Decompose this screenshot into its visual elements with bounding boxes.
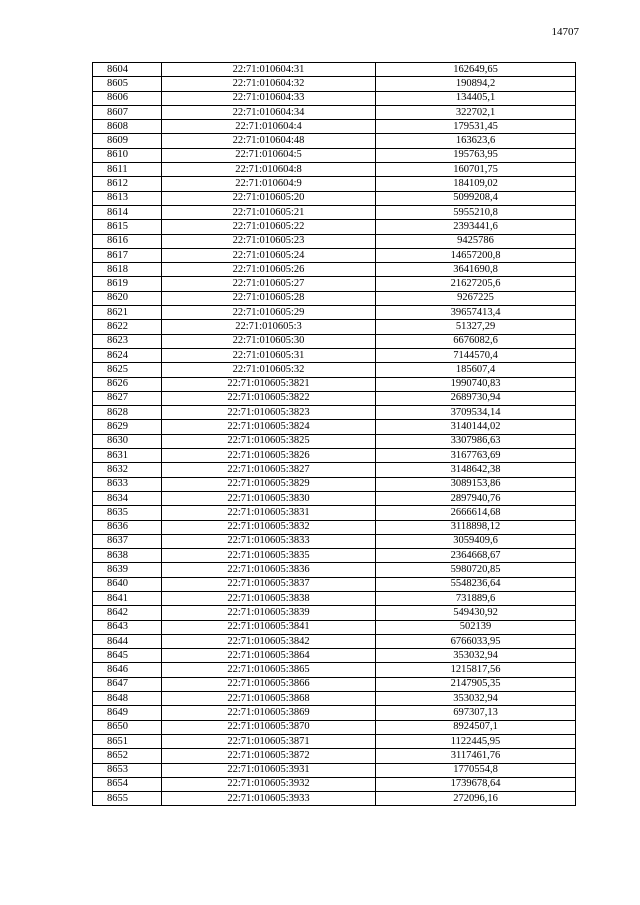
row-number-cell: 8630: [93, 434, 162, 448]
cadastral-number-cell: 22:71:010605:3822: [162, 391, 376, 405]
value-cell: 3148642,38: [376, 463, 576, 477]
cadastral-number-cell: 22:71:010605:21: [162, 205, 376, 219]
cadastral-number-cell: 22:71:010605:3871: [162, 734, 376, 748]
cadastral-number-cell: 22:71:010605:3839: [162, 606, 376, 620]
value-cell: 184109,02: [376, 177, 576, 191]
table-row: [93, 320, 576, 334]
cadastral-number-cell: 22:71:010605:3842: [162, 634, 376, 648]
value-cell: 353032,94: [376, 692, 576, 706]
row-number-cell: 8646: [93, 663, 162, 677]
table-row: [93, 120, 576, 134]
table-row: [93, 306, 576, 320]
value-cell: 9425786: [376, 234, 576, 248]
cadastral-number-cell: 22:71:010604:4: [162, 120, 376, 134]
table-row: [93, 363, 576, 377]
cadastral-number-cell: 22:71:010605:3835: [162, 549, 376, 563]
cadastral-number-cell: 22:71:010605:3826: [162, 449, 376, 463]
cadastral-number-cell: 22:71:010604:34: [162, 105, 376, 119]
value-cell: 1770554,8: [376, 763, 576, 777]
cadastral-number-cell: 22:71:010605:29: [162, 306, 376, 320]
cadastral-number-cell: 22:71:010605:3823: [162, 406, 376, 420]
value-cell: 190894,2: [376, 77, 576, 91]
row-number-cell: 8613: [93, 191, 162, 205]
cadastral-number-cell: 22:71:010604:33: [162, 91, 376, 105]
cadastral-number-cell: 22:71:010605:22: [162, 220, 376, 234]
cadastral-number-cell: 22:71:010605:3870: [162, 720, 376, 734]
row-number-cell: 8621: [93, 306, 162, 320]
row-number-cell: 8626: [93, 377, 162, 391]
cadastral-number-cell: 22:71:010605:27: [162, 277, 376, 291]
value-cell: 3118898,12: [376, 520, 576, 534]
value-cell: 5099208,4: [376, 191, 576, 205]
table-row: [93, 163, 576, 177]
table-row: [93, 334, 576, 348]
value-cell: 3140144,02: [376, 420, 576, 434]
table-row: [93, 205, 576, 219]
cadastral-number-cell: 22:71:010604:31: [162, 63, 376, 77]
row-number-cell: 8648: [93, 692, 162, 706]
row-number-cell: 8618: [93, 263, 162, 277]
row-number-cell: 8633: [93, 477, 162, 491]
table-row: [93, 591, 576, 605]
table-row: [93, 634, 576, 648]
value-cell: 2364668,67: [376, 549, 576, 563]
cadastral-number-cell: 22:71:010604:8: [162, 163, 376, 177]
value-cell: 160701,75: [376, 163, 576, 177]
table-row: [93, 506, 576, 520]
cadastral-number-cell: 22:71:010605:3932: [162, 777, 376, 791]
table-row: [93, 234, 576, 248]
value-cell: 2897940,76: [376, 491, 576, 505]
row-number-cell: 8609: [93, 134, 162, 148]
row-number-cell: 8650: [93, 720, 162, 734]
cadastral-number-cell: 22:71:010605:3933: [162, 792, 376, 806]
row-number-cell: 8617: [93, 248, 162, 262]
row-number-cell: 8627: [93, 391, 162, 405]
value-cell: 549430,92: [376, 606, 576, 620]
cadastral-number-cell: 22:71:010604:9: [162, 177, 376, 191]
table-row: [93, 792, 576, 806]
row-number-cell: 8653: [93, 763, 162, 777]
table-row: [93, 263, 576, 277]
table-row: [93, 577, 576, 591]
table-row: [93, 534, 576, 548]
value-cell: 5548236,64: [376, 577, 576, 591]
table-row: [93, 105, 576, 119]
row-number-cell: 8614: [93, 205, 162, 219]
value-cell: 1215817,56: [376, 663, 576, 677]
table-row: [93, 277, 576, 291]
value-cell: 3167763,69: [376, 449, 576, 463]
table-row: [93, 434, 576, 448]
cadastral-number-cell: 22:71:010605:3864: [162, 649, 376, 663]
value-cell: 179531,45: [376, 120, 576, 134]
row-number-cell: 8612: [93, 177, 162, 191]
cadastral-number-cell: 22:71:010605:3825: [162, 434, 376, 448]
cadastral-number-cell: 22:71:010605:3833: [162, 534, 376, 548]
row-number-cell: 8638: [93, 549, 162, 563]
row-number-cell: 8620: [93, 291, 162, 305]
table-row: [93, 520, 576, 534]
cadastral-number-cell: 22:71:010604:48: [162, 134, 376, 148]
row-number-cell: 8610: [93, 148, 162, 162]
table-row: [93, 734, 576, 748]
cadastral-number-cell: 22:71:010605:3821: [162, 377, 376, 391]
cadastral-number-cell: 22:71:010605:30: [162, 334, 376, 348]
row-number-cell: 8635: [93, 506, 162, 520]
value-cell: 195763,95: [376, 148, 576, 162]
value-cell: 3089153,86: [376, 477, 576, 491]
table-row: [93, 563, 576, 577]
value-cell: 697307,13: [376, 706, 576, 720]
value-cell: 14657200,8: [376, 248, 576, 262]
cadastral-number-cell: 22:71:010605:3830: [162, 491, 376, 505]
row-number-cell: 8622: [93, 320, 162, 334]
cadastral-number-cell: 22:71:010605:31: [162, 348, 376, 362]
row-number-cell: 8641: [93, 591, 162, 605]
row-number-cell: 8649: [93, 706, 162, 720]
cadastral-number-cell: 22:71:010605:23: [162, 234, 376, 248]
table-row: [93, 177, 576, 191]
cadastral-number-cell: 22:71:010605:3931: [162, 763, 376, 777]
row-number-cell: 8655: [93, 792, 162, 806]
cadastral-number-cell: 22:71:010605:32: [162, 363, 376, 377]
table-row: [93, 348, 576, 362]
table-row: [93, 420, 576, 434]
row-number-cell: 8604: [93, 63, 162, 77]
table-row: [93, 148, 576, 162]
value-cell: 8924507,1: [376, 720, 576, 734]
cadastral-number-cell: 22:71:010605:3869: [162, 706, 376, 720]
table-row: [93, 91, 576, 105]
table-row: [93, 649, 576, 663]
row-number-cell: 8608: [93, 120, 162, 134]
table-row: [93, 763, 576, 777]
table-row: [93, 620, 576, 634]
cadastral-number-cell: 22:71:010605:20: [162, 191, 376, 205]
row-number-cell: 8651: [93, 734, 162, 748]
value-cell: 1739678,64: [376, 777, 576, 791]
table-row: [93, 477, 576, 491]
value-cell: 51327,29: [376, 320, 576, 334]
row-number-cell: 8639: [93, 563, 162, 577]
value-cell: 185607,4: [376, 363, 576, 377]
table-row: [93, 777, 576, 791]
value-cell: 5980720,85: [376, 563, 576, 577]
row-number-cell: 8640: [93, 577, 162, 591]
cadastral-number-cell: 22:71:010605:3868: [162, 692, 376, 706]
row-number-cell: 8623: [93, 334, 162, 348]
table-row: [93, 291, 576, 305]
cadastral-number-cell: 22:71:010605:3838: [162, 591, 376, 605]
table-row: [93, 706, 576, 720]
row-number-cell: 8644: [93, 634, 162, 648]
cadastral-number-cell: 22:71:010605:3841: [162, 620, 376, 634]
row-number-cell: 8624: [93, 348, 162, 362]
cadastral-number-cell: 22:71:010605:28: [162, 291, 376, 305]
value-cell: 1990740,83: [376, 377, 576, 391]
value-cell: 2689730,94: [376, 391, 576, 405]
cadastral-number-cell: 22:71:010605:3866: [162, 677, 376, 691]
row-number-cell: 8642: [93, 606, 162, 620]
value-cell: 353032,94: [376, 649, 576, 663]
row-number-cell: 8643: [93, 620, 162, 634]
value-cell: 6766033,95: [376, 634, 576, 648]
value-cell: 3059409,6: [376, 534, 576, 548]
row-number-cell: 8625: [93, 363, 162, 377]
cadastral-number-cell: 22:71:010605:3831: [162, 506, 376, 520]
table-body: [93, 63, 576, 806]
cadastral-number-cell: 22:71:010605:3865: [162, 663, 376, 677]
row-number-cell: 8628: [93, 406, 162, 420]
table-row: [93, 391, 576, 405]
row-number-cell: 8645: [93, 649, 162, 663]
page-number: 14707: [551, 26, 579, 38]
value-cell: 3117461,76: [376, 749, 576, 763]
table-row: [93, 463, 576, 477]
row-number-cell: 8634: [93, 491, 162, 505]
value-cell: 3709534,14: [376, 406, 576, 420]
row-number-cell: 8629: [93, 420, 162, 434]
row-number-cell: 8606: [93, 91, 162, 105]
value-cell: 731889,6: [376, 591, 576, 605]
table-row: [93, 406, 576, 420]
value-cell: 7144570,4: [376, 348, 576, 362]
table-row: [93, 449, 576, 463]
row-number-cell: 8631: [93, 449, 162, 463]
value-cell: 163623,6: [376, 134, 576, 148]
row-number-cell: 8611: [93, 163, 162, 177]
table-row: [93, 220, 576, 234]
cadastral-number-cell: 22:71:010605:3: [162, 320, 376, 334]
cadastral-number-cell: 22:71:010605:26: [162, 263, 376, 277]
row-number-cell: 8607: [93, 105, 162, 119]
value-cell: 21627205,6: [376, 277, 576, 291]
table-row: [93, 606, 576, 620]
table-row: [93, 191, 576, 205]
cadastral-number-cell: 22:71:010605:24: [162, 248, 376, 262]
value-cell: 6676082,6: [376, 334, 576, 348]
row-number-cell: 8632: [93, 463, 162, 477]
row-number-cell: 8647: [93, 677, 162, 691]
cadastral-number-cell: 22:71:010605:3827: [162, 463, 376, 477]
row-number-cell: 8605: [93, 77, 162, 91]
value-cell: 2666614,68: [376, 506, 576, 520]
row-number-cell: 8619: [93, 277, 162, 291]
value-cell: 502139: [376, 620, 576, 634]
value-cell: 272096,16: [376, 792, 576, 806]
value-cell: 134405,1: [376, 91, 576, 105]
cadastral-number-cell: 22:71:010605:3832: [162, 520, 376, 534]
value-cell: 3307986,63: [376, 434, 576, 448]
table-row: [93, 549, 576, 563]
cadastral-number-cell: 22:71:010605:3829: [162, 477, 376, 491]
cadastral-number-cell: 22:71:010604:32: [162, 77, 376, 91]
table-row: [93, 377, 576, 391]
table-row: [93, 63, 576, 77]
value-cell: 5955210,8: [376, 205, 576, 219]
value-cell: 162649,65: [376, 63, 576, 77]
row-number-cell: 8616: [93, 234, 162, 248]
value-cell: 322702,1: [376, 105, 576, 119]
cadastral-number-cell: 22:71:010605:3824: [162, 420, 376, 434]
table-row: [93, 248, 576, 262]
table-row: [93, 663, 576, 677]
value-cell: 3641690,8: [376, 263, 576, 277]
table-row: [93, 720, 576, 734]
row-number-cell: 8654: [93, 777, 162, 791]
cadastral-number-cell: 22:71:010604:5: [162, 148, 376, 162]
row-number-cell: 8615: [93, 220, 162, 234]
table-row: [93, 749, 576, 763]
value-cell: 1122445,95: [376, 734, 576, 748]
cadastral-number-cell: 22:71:010605:3837: [162, 577, 376, 591]
table-row: [93, 692, 576, 706]
table-row: [93, 677, 576, 691]
value-cell: 2393441,6: [376, 220, 576, 234]
cadastral-number-cell: 22:71:010605:3872: [162, 749, 376, 763]
table-row: [93, 491, 576, 505]
row-number-cell: 8652: [93, 749, 162, 763]
data-table: [92, 62, 576, 806]
table-row: [93, 77, 576, 91]
row-number-cell: 8636: [93, 520, 162, 534]
value-cell: 2147905,35: [376, 677, 576, 691]
row-number-cell: 8637: [93, 534, 162, 548]
table-row: [93, 134, 576, 148]
value-cell: 39657413,4: [376, 306, 576, 320]
cadastral-number-cell: 22:71:010605:3836: [162, 563, 376, 577]
value-cell: 9267225: [376, 291, 576, 305]
